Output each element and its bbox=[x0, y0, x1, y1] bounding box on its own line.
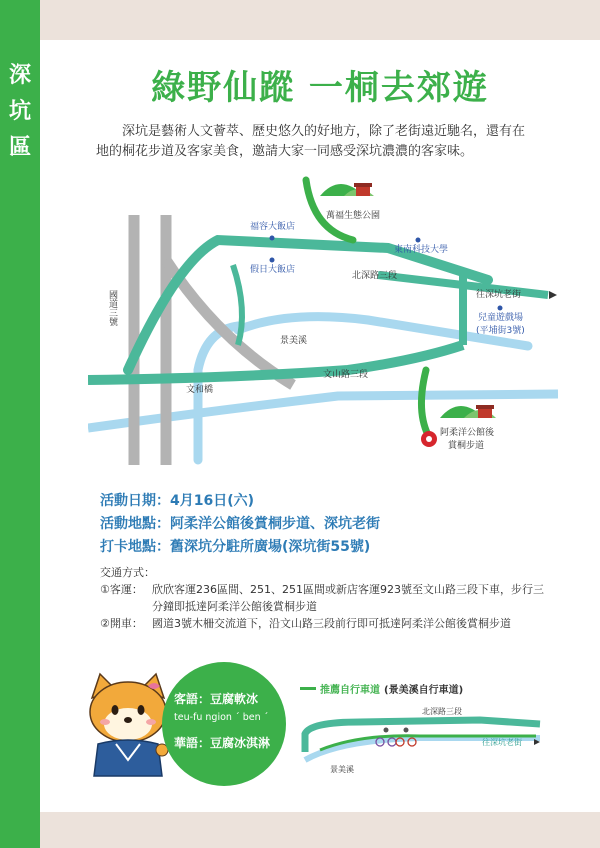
bike-label-to-old-street: 往深坑老街 bbox=[482, 738, 522, 747]
bike-route-legend bbox=[300, 681, 463, 696]
label-kids-note: (平埔街3號) bbox=[476, 326, 525, 336]
event-checkin-row bbox=[100, 536, 380, 559]
legend-line bbox=[300, 687, 316, 690]
mandarin-term: 華語：豆腐冰淇淋 bbox=[174, 736, 271, 750]
page-title: 綠野仙蹤 一桐去郊遊 bbox=[151, 68, 489, 108]
district-char-3: 區 bbox=[8, 135, 31, 160]
traffic-bus-row bbox=[100, 581, 550, 615]
label-ajoyang-1: 阿柔洋公館後 bbox=[440, 428, 495, 438]
traffic-car-row bbox=[100, 615, 550, 632]
traffic-bus-text: 欣欣客運236區間、251、251區間或新店客運923號至文山路三段下車，步行三分鐘即抵達阿柔洋公館後賞桐步道 bbox=[152, 583, 544, 613]
traffic-heading: 交通方式： bbox=[100, 566, 155, 579]
traffic-car-text: 國道3號木柵交流道下，沿文山路三段前行即可抵達阿柔洋公館後賞桐步道 bbox=[152, 617, 511, 630]
label-beishen: 北深路三段 bbox=[352, 271, 398, 281]
bike-label-beishen: 北深路三段 bbox=[422, 707, 462, 716]
bike-legend-label: 推薦自行車道 bbox=[320, 685, 380, 696]
label-jingmei: 景美溪 bbox=[280, 336, 308, 346]
label-tungnan: 東南科技大學 bbox=[394, 245, 449, 255]
event-place-row bbox=[100, 513, 380, 536]
hakka-romanization: teu-fu ngion ˊ ben ˊ bbox=[174, 712, 269, 723]
label-wanfu-park: 萬福生態公園 bbox=[326, 211, 381, 221]
food-bubble bbox=[162, 662, 286, 786]
event-place: 阿柔洋公館後賞桐步道、深坑老街 bbox=[170, 516, 380, 532]
bike-route-map bbox=[300, 700, 550, 780]
event-place-label: 活動地點： bbox=[100, 516, 170, 532]
label-wenshan: 文山路三段 bbox=[323, 370, 369, 380]
district-label bbox=[0, 58, 40, 166]
hakka-term: 客語：豆腐軟冰 bbox=[174, 692, 259, 706]
road-wenshan bbox=[88, 345, 463, 380]
label-ajoyang-2: 賞桐步道 bbox=[448, 441, 485, 451]
event-checkin-label: 打卡地點： bbox=[100, 539, 170, 555]
traffic-bus-mark: ①客運： bbox=[100, 583, 143, 596]
arrow-icon bbox=[549, 291, 557, 299]
label-to-old-street: 往深坑老街 bbox=[476, 290, 522, 300]
flower-marker bbox=[421, 431, 437, 447]
holiday-dot bbox=[270, 258, 275, 263]
district-char-2: 坑 bbox=[8, 99, 31, 124]
event-checkin: 舊深坑分駐所廣場(深坑街55號) bbox=[170, 539, 371, 555]
bike-label-jingmei: 景美溪 bbox=[330, 765, 354, 774]
label-holiday: 假日大飯店 bbox=[250, 265, 296, 275]
event-date-label: 活動日期： bbox=[100, 493, 170, 509]
traffic-info bbox=[100, 564, 550, 632]
tungnan-dot bbox=[416, 238, 421, 243]
park-icon-wanfu bbox=[320, 183, 374, 196]
label-kids: 兒童遊戲場 bbox=[478, 313, 524, 323]
traffic-car-mark: ②開車： bbox=[100, 617, 143, 630]
intro-paragraph: 深坑是藝術人文薈萃、歷史悠久的好地方，除了老街遠近馳名，還有在地的桐花步道及客家美食，邀請大家一同感受深坑濃濃的客家味。 bbox=[96, 124, 526, 159]
trail-ajoyang bbox=[421, 370, 428, 435]
park-icon-ajoyang bbox=[440, 405, 496, 418]
label-highway: 國道三號 bbox=[107, 290, 117, 326]
label-wenhe: 文和橋 bbox=[186, 385, 214, 395]
event-info bbox=[100, 490, 380, 559]
bike-legend-sub: (景美溪自行車道) bbox=[384, 685, 464, 696]
event-date: 4月16日(六) bbox=[170, 493, 255, 509]
label-fuyong: 福容大飯店 bbox=[250, 222, 296, 232]
kids-dot bbox=[498, 306, 503, 311]
district-char-1: 深 bbox=[8, 63, 31, 88]
fuyong-dot bbox=[270, 236, 275, 241]
event-date-row bbox=[100, 490, 380, 513]
route-map bbox=[88, 170, 558, 470]
